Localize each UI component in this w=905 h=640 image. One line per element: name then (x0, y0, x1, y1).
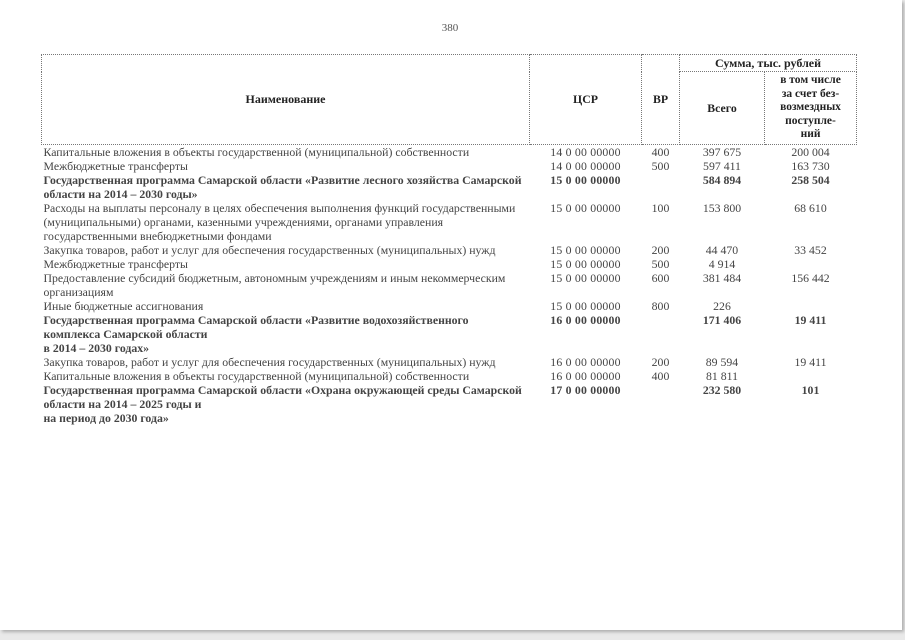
row-csr-text: 15 0 00 00000 (550, 242, 621, 257)
row-total (680, 383, 765, 425)
row-name-text: Государственная программа Самарской области «Развитие водохозяйственного комплекса Самарской области в 2014 – 2030 годах» (43, 312, 469, 355)
row-csr-text: 15 0 00 00000 (550, 200, 621, 215)
row-csr-text: 16 0 00 00000 (550, 354, 621, 369)
row-name-text: Межбюджетные трансферты (43, 158, 188, 173)
header-total: Всего (680, 72, 765, 145)
row-name (42, 299, 530, 313)
row-vr (642, 355, 680, 369)
table-row (42, 159, 857, 173)
row-free-funds-text: 33 452 (794, 242, 827, 257)
row-vr-text: 500 (651, 158, 670, 173)
row-name-text: Государственная программа Самарской области «Охрана окружающей среды Самарской области на 2014 – 2025 годы и на период до 2030 года» (43, 382, 522, 425)
row-vr-text: 100 (651, 200, 670, 215)
row-total-text: 381 484 (702, 270, 742, 285)
row-free-funds-text: 68 610 (794, 200, 827, 215)
header-sum-group: Сумма, тыс. рублей (680, 55, 857, 72)
row-vr (642, 201, 680, 243)
table-row (42, 144, 857, 159)
row-name-text: Государственная программа Самарской области «Развитие лесного хозяйства Самарской области на 2014 – 2030 годы» (43, 172, 522, 201)
header-free-line: ний (800, 128, 821, 140)
table-row (42, 271, 857, 299)
row-free-funds-text: 19 411 (794, 354, 827, 369)
row-name-text: Межбюджетные трансферты (43, 256, 188, 271)
row-total (680, 243, 765, 257)
row-name (42, 159, 530, 173)
row-name (42, 355, 530, 369)
row-free-funds-text: 163 730 (791, 158, 830, 173)
row-csr-text: 14 0 00 00000 (550, 144, 621, 159)
row-name-text: Закупка товаров, работ и услуг для обеспечения государственных (муниципальных) нужд (43, 354, 496, 369)
row-vr (642, 243, 680, 257)
row-vr-text: 600 (651, 270, 670, 285)
table-row-program (42, 313, 857, 355)
row-name (42, 369, 530, 383)
row-csr (530, 243, 642, 257)
table-row (42, 299, 857, 313)
row-free-funds-text: 200 004 (791, 144, 830, 159)
row-csr-text: 17 0 00 00000 (550, 382, 621, 397)
row-free-funds (765, 313, 857, 355)
row-total (680, 355, 765, 369)
row-total (680, 257, 765, 271)
row-total-text: 597 411 (703, 158, 741, 173)
budget-table (41, 54, 857, 425)
table-row (42, 201, 857, 243)
row-vr-text: 800 (651, 298, 670, 313)
row-vr (642, 271, 680, 299)
row-free-funds-text: 258 504 (791, 172, 830, 187)
row-total (680, 159, 765, 173)
row-vr-text: 400 (651, 368, 670, 383)
row-free-funds (765, 299, 857, 313)
row-vr (642, 144, 680, 159)
row-csr (530, 271, 642, 299)
row-vr (642, 383, 680, 425)
row-csr-text: 15 0 00 00000 (550, 256, 621, 271)
row-csr (530, 383, 642, 425)
row-csr (530, 299, 642, 313)
row-vr (642, 159, 680, 173)
row-csr (530, 173, 642, 201)
row-csr (530, 144, 642, 159)
table-row-program (42, 173, 857, 201)
row-name-text: Капитальные вложения в объекты государственной (муниципальной) собственности (43, 144, 470, 159)
table-row-program (42, 383, 857, 425)
row-total (680, 201, 765, 243)
row-total-text: 397 675 (702, 144, 742, 159)
row-name (42, 313, 530, 355)
table-body (42, 144, 857, 425)
row-name-text: Предоставление субсидий бюджетным, автономным учреждениям и иным некоммерческим организациям (43, 270, 506, 299)
row-csr-text: 16 0 00 00000 (550, 312, 621, 327)
row-vr (642, 257, 680, 271)
table-row (42, 257, 857, 271)
row-free-funds (765, 383, 857, 425)
row-total-text: 584 894 (702, 172, 742, 187)
row-name (42, 144, 530, 159)
row-csr (530, 159, 642, 173)
row-free-funds-text: 101 (801, 382, 820, 397)
row-total-text: 226 (713, 298, 731, 313)
row-free-funds (765, 144, 857, 159)
header-vr: ВР (642, 55, 680, 145)
row-total-text: 89 594 (705, 354, 739, 369)
row-csr-text: 14 0 00 00000 (550, 158, 621, 173)
row-vr (642, 299, 680, 313)
header-csr: ЦСР (530, 55, 642, 145)
row-name (42, 243, 530, 257)
table-row (42, 243, 857, 257)
row-csr-text: 15 0 00 00000 (550, 172, 621, 187)
row-csr-text: 15 0 00 00000 (550, 298, 621, 313)
row-total-text: 171 406 (702, 312, 742, 327)
row-vr-text: 400 (651, 144, 670, 159)
row-free-funds-text: 156 442 (791, 270, 830, 285)
row-name (42, 173, 530, 201)
row-name-text: Капитальные вложения в объекты государственной (муниципальной) собственности (43, 368, 470, 383)
row-free-funds (765, 369, 857, 383)
row-free-funds (765, 159, 857, 173)
header-free-line: возмездных (780, 101, 841, 113)
row-vr (642, 369, 680, 383)
header-free-line: за счет без- (781, 87, 840, 100)
row-vr-text: 500 (651, 256, 670, 271)
row-name-text: Закупка товаров, работ и услуг для обеспечения государственных (муниципальных) нужд (43, 242, 496, 257)
row-vr (642, 313, 680, 355)
row-name (42, 257, 530, 271)
row-total (680, 313, 765, 355)
row-free-funds (765, 201, 857, 243)
row-free-funds (765, 271, 857, 299)
row-free-funds (765, 243, 857, 257)
table-row (42, 355, 857, 369)
header-name: Наименование (42, 55, 530, 145)
row-free-funds-text: 19 411 (794, 312, 827, 327)
row-csr (530, 201, 642, 243)
row-csr (530, 257, 642, 271)
row-name-text: Расходы на выплаты персоналу в целях обеспечения выполнения функций государственными (муниципальными) органами, казенными учреждениями, органами управления государственными внебюджетными фондами (43, 200, 516, 243)
row-csr (530, 369, 642, 383)
row-total-text: 4 914 (708, 256, 736, 271)
row-name (42, 271, 530, 299)
table-header (42, 55, 857, 145)
page-number: 380 (441, 22, 459, 34)
row-free-funds (765, 257, 857, 271)
row-vr-text: 200 (651, 242, 670, 257)
row-name (42, 201, 530, 243)
header-free-line: поступле- (785, 114, 836, 127)
row-total (680, 173, 765, 201)
row-free-funds (765, 355, 857, 369)
row-csr-text: 16 0 00 00000 (550, 368, 621, 383)
row-vr-text: 200 (651, 354, 670, 369)
header-free-line: в том числе (780, 74, 841, 86)
row-csr (530, 355, 642, 369)
row-name (42, 383, 530, 425)
row-free-funds (765, 173, 857, 201)
row-total (680, 369, 765, 383)
row-csr-text: 15 0 00 00000 (550, 270, 621, 285)
row-total-text: 81 811 (705, 368, 738, 383)
table-row (42, 369, 857, 383)
row-total-text: 232 580 (702, 382, 742, 397)
row-total (680, 299, 765, 313)
row-vr (642, 173, 680, 201)
row-total (680, 271, 765, 299)
row-total-text: 153 800 (702, 200, 742, 215)
row-name-text: Иные бюджетные ассигнования (43, 298, 204, 313)
row-csr (530, 313, 642, 355)
header-free-funds (765, 72, 857, 145)
row-total-text: 44 470 (705, 242, 739, 257)
row-total (680, 144, 765, 159)
